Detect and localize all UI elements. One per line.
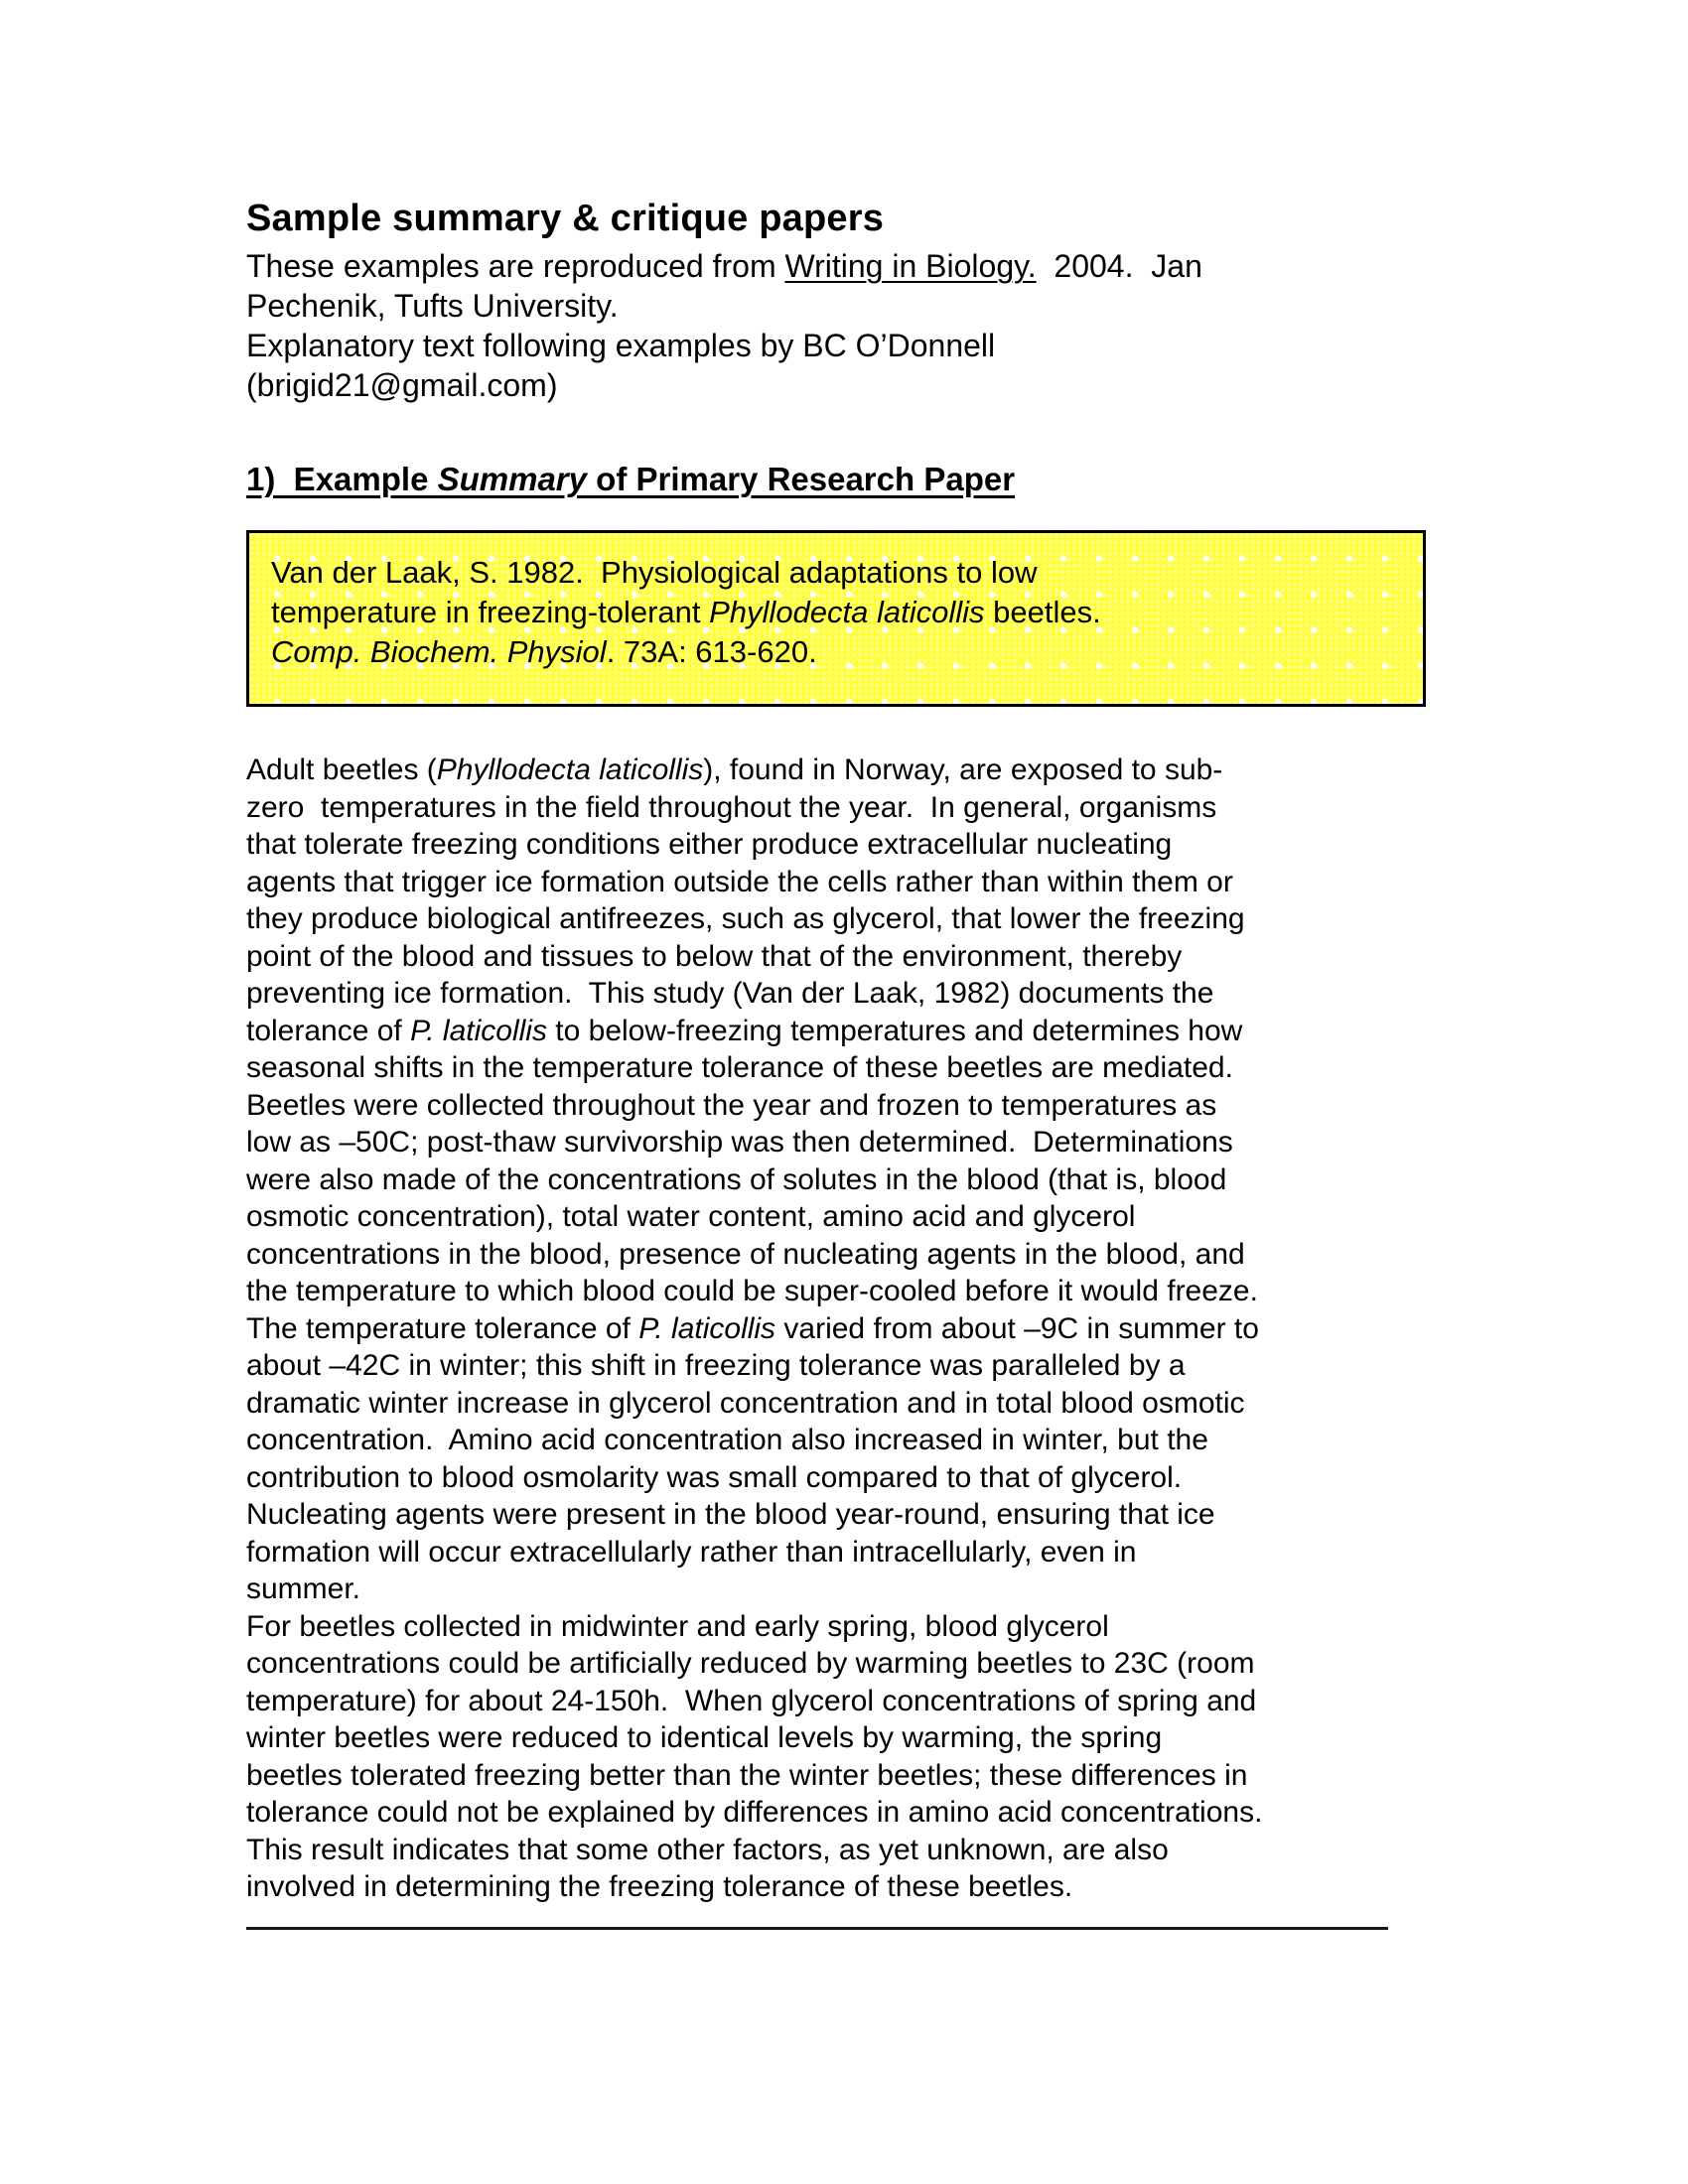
- text-line: winter beetles were reduced to identical levels by warming, the spring: [246, 1721, 1163, 1754]
- summary-body: [246, 751, 1448, 1906]
- text-line: Nucleating agents were present in the blood year-round, ensuring that ice: [246, 1498, 1215, 1531]
- footer-rule: [246, 1927, 1388, 1930]
- citation-box: [246, 530, 1426, 707]
- text-line: that tolerate freezing conditions either produce extracellular nucleating: [246, 828, 1173, 861]
- text-line: involved in determining the freezing tolerance of these beetles.: [246, 1870, 1073, 1903]
- document-content: [246, 0, 1448, 1930]
- text-line: concentrations in the blood, presence of nucleating agents in the blood, and: [246, 1237, 1245, 1271]
- text-line: temperature) for about 24-150h. When glycerol concentrations of spring and: [246, 1684, 1257, 1717]
- text-line: Explanatory text following examples by BC O’Donnell: [246, 328, 996, 363]
- text-line: point of the blood and tissues to below that of the environment, thereby: [246, 939, 1183, 973]
- text-line: Beetles were collected throughout the year and frozen to temperatures as: [246, 1088, 1217, 1122]
- text-line: about –42C in winter; this shift in freezing tolerance was paralleled by a: [246, 1349, 1186, 1382]
- intro-text: [246, 246, 1448, 405]
- text-line: preventing ice formation. This study (Van der Laak, 1982) documents the: [246, 977, 1214, 1010]
- text-line: beetles tolerated freezing better than the winter beetles; these differences in: [246, 1758, 1248, 1792]
- section-heading: [246, 459, 1448, 500]
- text-line: Van der Laak, S. 1982. Physiological adaptations to low: [271, 555, 1038, 590]
- text-line: the temperature to which blood could be super-cooled before it would freeze.: [246, 1275, 1258, 1307]
- text-line: zero temperatures in the field throughout the year. In general, organisms: [246, 790, 1217, 824]
- text-line: were also made of the concentrations of solutes in the blood (that is, blood: [246, 1162, 1227, 1196]
- text-line: concentrations could be artificially reduced by warming beetles to 23C (room: [246, 1647, 1255, 1680]
- text-line: These examples are reproduced from Writing in Biology. 2004. Jan: [246, 248, 1202, 284]
- text-line: Comp. Biochem. Physiol. 73A: 613-620.: [271, 634, 817, 669]
- text-line: seasonal shifts in the temperature tolerance of these beetles are mediated.: [246, 1051, 1233, 1084]
- text-line: Pechenik, Tufts University.: [246, 288, 619, 324]
- text-line: dramatic winter increase in glycerol concentration and in total blood osmotic: [246, 1386, 1245, 1420]
- text-line: tolerance of P. laticollis to below-freezing temperatures and determines how: [246, 1014, 1243, 1047]
- text-line: agents that trigger ice formation outside the cells rather than within them or: [246, 865, 1233, 898]
- text-line: temperature in freezing-tolerant Phyllodecta laticollis beetles.: [271, 595, 1101, 629]
- text-line: For beetles collected in midwinter and early spring, blood glycerol: [246, 1609, 1109, 1643]
- text-line: (brigid21@gmail.com): [246, 367, 558, 403]
- text-line: The temperature tolerance of P. laticollis varied from about –9C in summer to: [246, 1311, 1259, 1345]
- text-line: Adult beetles (Phyllodecta laticollis), found in Norway, are exposed to sub-: [246, 753, 1223, 786]
- text-line: contribution to blood osmolarity was small compared to that of glycerol.: [246, 1460, 1183, 1494]
- text-line: summer.: [246, 1572, 361, 1605]
- text-line: low as –50C; post-thaw survivorship was then determined. Determinations: [246, 1126, 1233, 1159]
- text-line: 1) Example Summary of Primary Research Paper: [246, 461, 1016, 497]
- text-line: tolerance could not be explained by differences in amino acid concentrations.: [246, 1796, 1263, 1829]
- document-title: Sample summary & critique papers: [246, 198, 885, 239]
- text-line: they produce biological antifreezes, such as glycerol, that lower the freezing: [246, 902, 1245, 935]
- text-line: formation will occur extracellularly rather than intracellularly, even in: [246, 1535, 1137, 1569]
- text-line: This result indicates that some other factors, as yet unknown, are also: [246, 1833, 1169, 1866]
- text-line: osmotic concentration), total water content, amino acid and glycerol: [246, 1200, 1136, 1233]
- text-line: concentration. Amino acid concentration also increased in winter, but the: [246, 1424, 1208, 1456]
